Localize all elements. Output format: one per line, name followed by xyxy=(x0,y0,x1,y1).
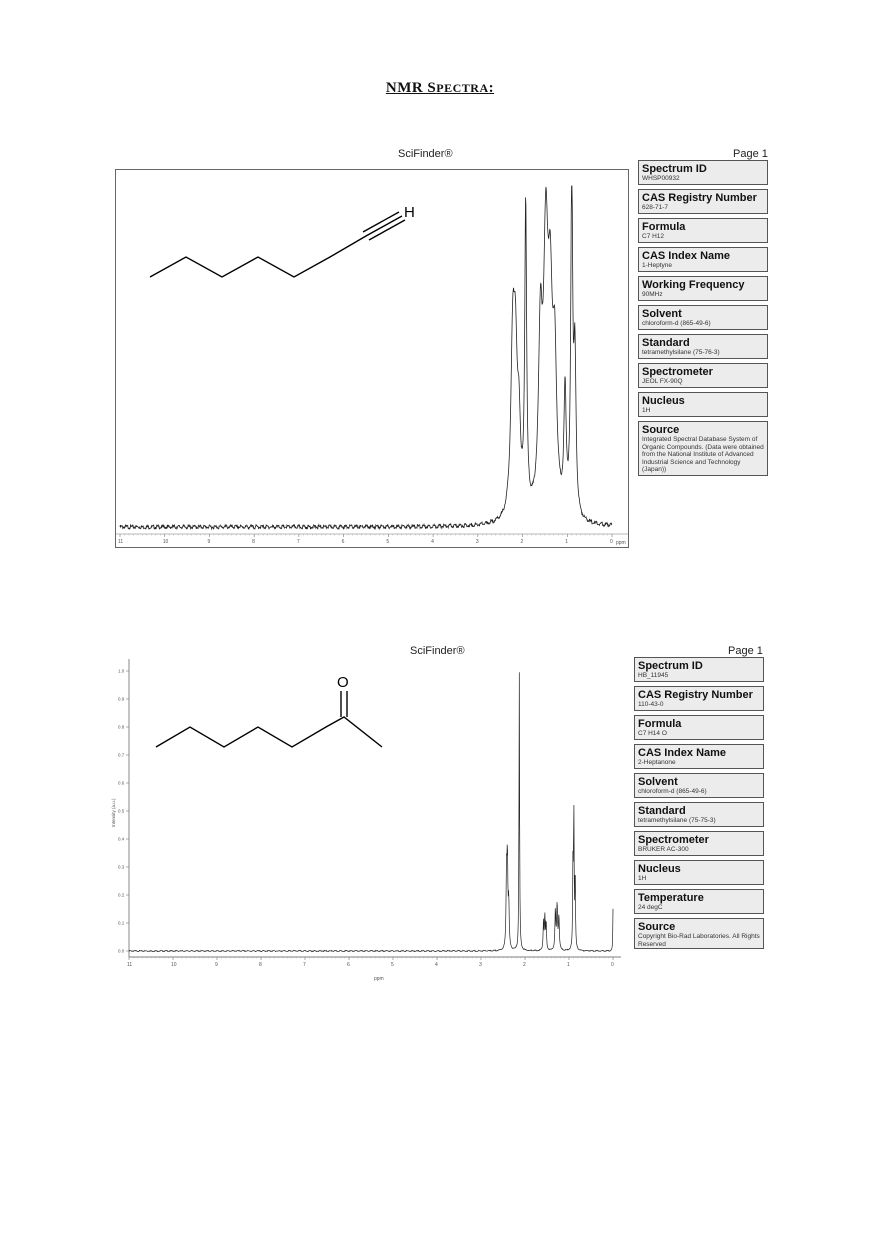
info-spectrum-id: Spectrum ID WHSP00932 xyxy=(638,160,768,185)
x-tick-label: 7 xyxy=(296,539,300,545)
info-temperature: Temperature 24 degC xyxy=(634,889,764,914)
x-tick-label: 8 xyxy=(259,962,262,968)
y-tick-label: 0.8 xyxy=(118,724,125,730)
spectrum-info-panel-1 xyxy=(638,160,768,480)
x-tick-label: 0 xyxy=(611,962,614,968)
info-cas-registry-number: CAS Registry Number 628-71-7 xyxy=(638,189,768,214)
info-standard: Standard tetramethylsilane (75-76-3) xyxy=(638,334,768,359)
spectrum-trace-2 xyxy=(129,672,613,951)
x-axis-label-1: ppm xyxy=(616,540,626,546)
info-source: Source Integrated Spectral Database System of Organic Compounds. (Data were obtained from the National Institute of Advanced Industrial Science and Technology (Japan)) xyxy=(638,421,768,476)
y-tick-label: 0.2 xyxy=(118,892,125,898)
x-tick-label: 1 xyxy=(567,962,570,968)
y-tick-label: 0.4 xyxy=(118,836,125,842)
molecule-structure-1 xyxy=(150,212,405,277)
y-ticks-2 xyxy=(118,669,129,954)
info-spectrometer: Spectrometer BRUKER AC-300 xyxy=(634,831,764,856)
y-tick-label: 0.1 xyxy=(118,920,125,926)
info-nucleus: Nucleus 1H xyxy=(634,860,764,885)
spectrum-plot-1 xyxy=(115,169,629,548)
info-solvent: Solvent chloroform-d (865-49-6) xyxy=(638,305,768,330)
info-working-frequency: Working Frequency 90MHz xyxy=(638,276,768,301)
page-number: Page 1 xyxy=(733,148,768,160)
x-tick-label: 5 xyxy=(386,539,390,545)
x-axis-label-2: ppm xyxy=(374,976,384,982)
scifinder-header: SciFinder® xyxy=(410,645,465,657)
x-tick-label: 9 xyxy=(215,962,218,968)
x-tick-label: 11 xyxy=(127,962,133,968)
oxygen-label: O xyxy=(337,674,349,691)
x-tick-label: 1 xyxy=(565,539,569,545)
spectrum-trace-1 xyxy=(120,186,612,529)
spectrum-plot-2 xyxy=(106,657,629,982)
page-number: Page 1 xyxy=(728,645,763,657)
x-tick-label: 3 xyxy=(479,962,482,968)
x-tick-label: 6 xyxy=(341,539,345,545)
y-tick-label: 0.6 xyxy=(118,780,125,786)
spectrum-svg-2 xyxy=(106,657,629,982)
info-formula: Formula C7 H12 xyxy=(638,218,768,243)
hydrogen-label: H xyxy=(404,204,415,221)
info-solvent: Solvent chloroform-d (865-49-6) xyxy=(634,773,764,798)
x-tick-label: 10 xyxy=(171,962,177,968)
x-tick-label: 4 xyxy=(431,539,434,545)
spectrum-info-panel-2 xyxy=(634,657,764,953)
info-cas-registry-number: CAS Registry Number 110-43-0 xyxy=(634,686,764,711)
x-tick-label: 7 xyxy=(303,962,306,968)
x-tick-label: 6 xyxy=(347,962,350,968)
y-tick-label: 0.9 xyxy=(118,696,125,702)
info-formula: Formula C7 H14 O xyxy=(634,715,764,740)
x-tick-label: 4 xyxy=(435,962,438,968)
x-tick-label: 11 xyxy=(118,539,124,545)
info-cas-index-name: CAS Index Name 2-Heptanone xyxy=(634,744,764,769)
spectrum-svg-1 xyxy=(116,170,628,547)
y-tick-label: 0.0 xyxy=(118,948,125,954)
page-title: NMR SPECTRA: xyxy=(385,80,495,96)
y-tick-label: 0.5 xyxy=(118,808,125,814)
y-tick-label: 1.0 xyxy=(118,668,125,674)
x-tick-label: 10 xyxy=(162,539,169,545)
x-tick-label: 0 xyxy=(610,539,613,545)
info-cas-index-name: CAS Index Name 1-Heptyne xyxy=(638,247,768,272)
x-tick-label: 8 xyxy=(252,539,255,545)
x-ticks-2 xyxy=(127,957,614,968)
x-tick-label: 3 xyxy=(475,539,479,545)
y-axis-label-2: Intensity (a.u.) xyxy=(111,798,116,827)
info-nucleus: Nucleus 1H xyxy=(638,392,768,417)
scifinder-header: SciFinder® xyxy=(398,148,453,160)
x-tick-label: 2 xyxy=(523,962,526,968)
x-tick-label: 9 xyxy=(207,539,211,545)
y-tick-label: 0.7 xyxy=(118,752,125,758)
molecule-structure-2 xyxy=(156,691,382,747)
x-tick-label: 5 xyxy=(391,962,394,968)
info-spectrum-id: Spectrum ID HB_11945 xyxy=(634,657,764,682)
y-tick-label: 0.3 xyxy=(118,864,125,870)
x-tick-label: 2 xyxy=(520,539,524,545)
info-source: Source Copyright Bio-Rad Laboratories. All Rights Reserved xyxy=(634,918,764,949)
info-spectrometer: Spectrometer JEOL FX-90Q xyxy=(638,363,768,388)
info-standard: Standard tetramethylsilane (75-75-3) xyxy=(634,802,764,827)
x-ticks-1 xyxy=(118,534,613,545)
